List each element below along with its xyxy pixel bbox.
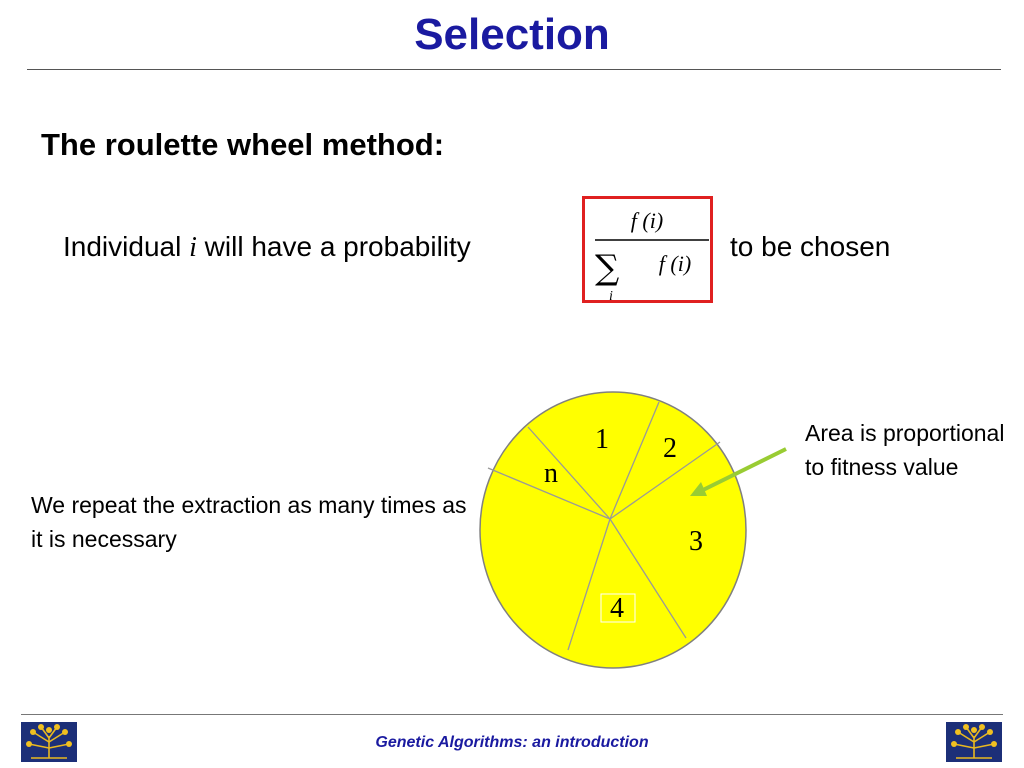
sentence-suffix: to be chosen xyxy=(730,231,891,262)
slide-subtitle: The roulette wheel method: xyxy=(41,127,445,162)
sector-label-n: n xyxy=(544,458,558,489)
sum-symbol: ∑ xyxy=(595,248,620,288)
sentence-prefix: Individual xyxy=(63,231,190,262)
footer-divider xyxy=(21,714,1003,715)
area-note: Area is proportional to fitness value xyxy=(805,420,1005,480)
repeat-note: We repeat the extraction as many times as it is necessary xyxy=(31,492,467,552)
roulette-wheel xyxy=(478,390,898,680)
sector-label-2: 2 xyxy=(663,433,677,464)
sector-label-3: 3 xyxy=(689,526,703,557)
sentence-middle: will have a probability xyxy=(196,231,471,262)
footer-caption: Genetic Algorithms: an introduction xyxy=(375,734,649,751)
probability-formula xyxy=(582,196,713,303)
sentence-variable: i xyxy=(189,232,197,263)
formula-denominator: f (i) xyxy=(658,251,692,276)
wheel-disc xyxy=(480,392,746,668)
tree-emblem-icon xyxy=(946,722,1002,762)
probability-sentence xyxy=(63,231,471,264)
title-divider xyxy=(27,69,1001,70)
sector-label-4: 4 xyxy=(610,593,624,624)
sum-index: i xyxy=(609,289,613,304)
slide-title: Selection xyxy=(414,10,610,59)
sector-label-1: 1 xyxy=(595,424,609,455)
formula-numerator: f (i) xyxy=(630,208,664,233)
